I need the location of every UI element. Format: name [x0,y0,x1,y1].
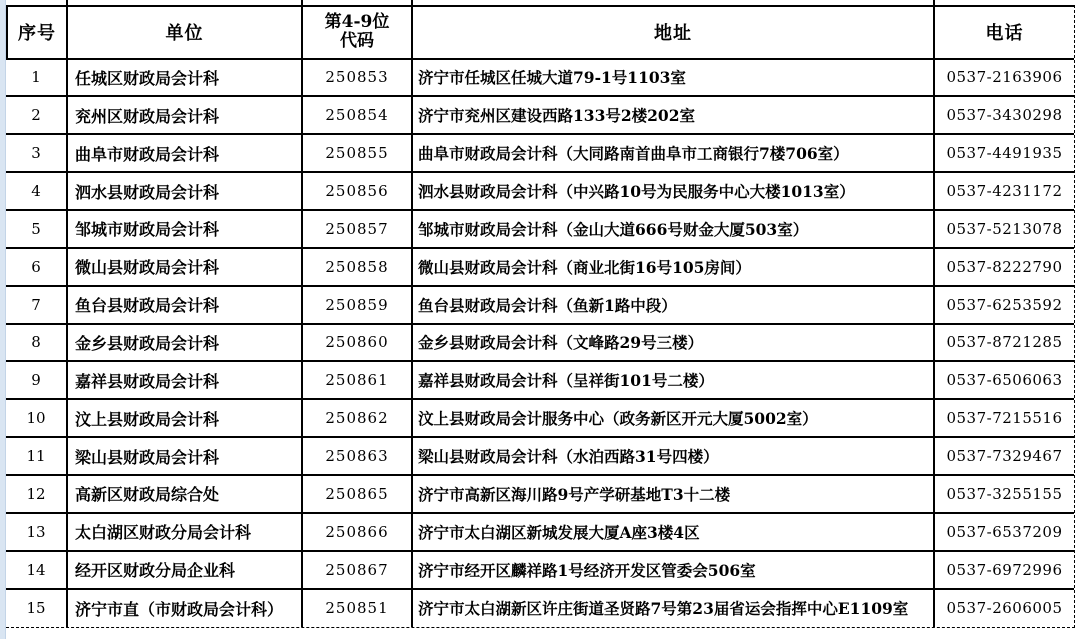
code-cell[interactable]: 250859 [303,287,413,325]
code-cell[interactable]: 250867 [303,552,413,590]
address-cell[interactable]: 济宁市高新区海川路9号产学研基地T3十二楼 [413,476,935,514]
phone-cell[interactable]: 0537-2163906 [935,60,1074,98]
unit-cell[interactable]: 嘉祥县财政局会计科 [68,362,303,400]
row-number-cell[interactable]: 14 [6,552,68,590]
phone-cell[interactable]: 0537-6537209 [935,514,1074,552]
code-cell[interactable]: 250866 [303,514,413,552]
unit-cell[interactable]: 微山县财政局会计科 [68,249,303,287]
unit-cell[interactable]: 鱼台县财政局会计科 [68,287,303,325]
code-cell[interactable]: 250865 [303,476,413,514]
phone-cell[interactable]: 0537-8721285 [935,325,1074,363]
table-row [6,590,1074,628]
row-number-cell[interactable]: 2 [6,97,68,135]
phone-cell[interactable]: 0537-4491935 [935,135,1074,173]
cutoff-row-above [6,0,1075,5]
address-cell[interactable]: 邹城市财政局会计科（金山大道666号财金大厦503室） [413,211,935,249]
address-cell[interactable]: 梁山县财政局会计科（水泊西路31号四楼） [413,438,935,476]
grid-line-segment [303,0,413,5]
table-row [6,249,1074,287]
unit-cell[interactable]: 兖州区财政局会计科 [68,97,303,135]
unit-cell[interactable]: 任城区财政局会计科 [68,60,303,98]
code-cell[interactable]: 250857 [303,211,413,249]
address-cell[interactable]: 汶上县财政局会计服务中心（政务新区开元大厦5002室） [413,400,935,438]
code-cell[interactable]: 250858 [303,249,413,287]
row-number-cell[interactable]: 5 [6,211,68,249]
phone-cell[interactable]: 0537-8222790 [935,249,1074,287]
address-cell[interactable]: 微山县财政局会计科（商业北街16号105房间） [413,249,935,287]
table-row [6,325,1074,363]
address-cell[interactable]: 济宁市兖州区建设西路133号2楼202室 [413,97,935,135]
row-number-cell[interactable]: 3 [6,135,68,173]
address-cell[interactable]: 鱼台县财政局会计科（鱼新1路中段） [413,287,935,325]
table-row [6,211,1074,249]
grid-line-segment [6,0,68,5]
row-number-cell[interactable]: 15 [6,590,68,628]
unit-cell[interactable]: 汶上县财政局会计科 [68,400,303,438]
phone-cell[interactable]: 0537-4231172 [935,173,1074,211]
header-cell-number[interactable]: 序号 [6,7,68,60]
unit-cell[interactable]: 梁山县财政局会计科 [68,438,303,476]
table-row [6,476,1074,514]
table-row [6,514,1074,552]
unit-cell[interactable]: 高新区财政局综合处 [68,476,303,514]
address-cell[interactable]: 济宁市经开区麟祥路1号经济开发区管委会506室 [413,552,935,590]
code-cell[interactable]: 250863 [303,438,413,476]
table-body [6,60,1074,628]
code-cell[interactable]: 250862 [303,400,413,438]
code-cell[interactable]: 250856 [303,173,413,211]
code-cell[interactable]: 250854 [303,97,413,135]
row-number-cell[interactable]: 13 [6,514,68,552]
address-cell[interactable]: 嘉祥县财政局会计科（呈祥街101号二楼） [413,362,935,400]
row-number-cell[interactable]: 7 [6,287,68,325]
unit-cell[interactable]: 泗水县财政局会计科 [68,173,303,211]
row-number-cell[interactable]: 1 [6,60,68,98]
row-number-cell[interactable]: 12 [6,476,68,514]
table-row [6,173,1074,211]
phone-cell[interactable]: 0537-3255155 [935,476,1074,514]
table-row [6,287,1074,325]
table-row [6,97,1074,135]
phone-cell[interactable]: 0537-6506063 [935,362,1074,400]
unit-cell[interactable]: 曲阜市财政局会计科 [68,135,303,173]
table-row [6,60,1074,98]
table-row [6,135,1074,173]
header-code-line1: 第4-9位 [324,11,390,32]
address-cell[interactable]: 曲阜市财政局会计科（大同路南首曲阜市工商银行7楼706室） [413,135,935,173]
finance-bureau-contact-table [6,5,1075,628]
table-row [6,400,1074,438]
header-cell-address[interactable]: 地址 [413,7,935,60]
unit-cell[interactable]: 金乡县财政局会计科 [68,325,303,363]
grid-line-segment [68,0,303,5]
row-number-cell[interactable]: 11 [6,438,68,476]
phone-cell[interactable]: 0537-7215516 [935,400,1074,438]
code-cell[interactable]: 250855 [303,135,413,173]
header-cell-phone[interactable]: 电话 [935,7,1074,60]
code-cell[interactable]: 250853 [303,60,413,98]
sheet-area [6,0,1075,628]
header-code-line2: 代码 [340,31,374,52]
unit-cell[interactable]: 邹城市财政局会计科 [68,211,303,249]
unit-cell[interactable]: 经开区财政分局企业科 [68,552,303,590]
grid-line-segment [935,0,1075,5]
phone-cell[interactable]: 0537-2606005 [946,599,1063,618]
code-cell[interactable]: 250861 [303,362,413,400]
row-number-cell[interactable]: 4 [6,173,68,211]
table-row [6,552,1074,590]
table-header-row [6,7,1074,60]
table-row [6,438,1074,476]
row-number-cell[interactable]: 6 [6,249,68,287]
phone-cell[interactable]: 0537-7329467 [935,438,1074,476]
table-row [6,362,1074,400]
phone-cell[interactable]: 0537-5213078 [935,211,1074,249]
phone-cell[interactable]: 0537-6253592 [935,287,1074,325]
address-cell[interactable]: 泗水县财政局会计科（中兴路10号为民服务中心大楼1013室） [413,173,935,211]
row-number-cell[interactable]: 9 [6,362,68,400]
address-cell[interactable]: 金乡县财政局会计科（文峰路29号三楼） [413,325,935,363]
header-cell-unit[interactable]: 单位 [68,7,303,60]
address-cell[interactable]: 济宁市太白湖新区许庄街道圣贤路7号第23届省运会指挥中心E1109室 [413,590,935,628]
code-cell[interactable]: 250851 [303,590,413,628]
code-cell[interactable]: 250860 [303,325,413,363]
unit-cell[interactable]: 济宁市直（市财政局会计科） [68,590,303,628]
phone-cell[interactable]: 0537-3430298 [935,97,1074,135]
address-cell[interactable]: 济宁市太白湖区新城发展大厦A座3楼4区 [413,514,935,552]
phone-cell[interactable]: 0537-6972996 [935,552,1074,590]
grid-line-segment [413,0,935,5]
row-number-cell[interactable]: 10 [6,400,68,438]
unit-cell[interactable]: 太白湖区财政分局会计科 [68,514,303,552]
address-cell[interactable]: 济宁市任城区任城大道79-1号1103室 [413,60,935,98]
header-cell-code[interactable] [303,7,413,60]
row-number-cell[interactable]: 8 [6,325,68,363]
